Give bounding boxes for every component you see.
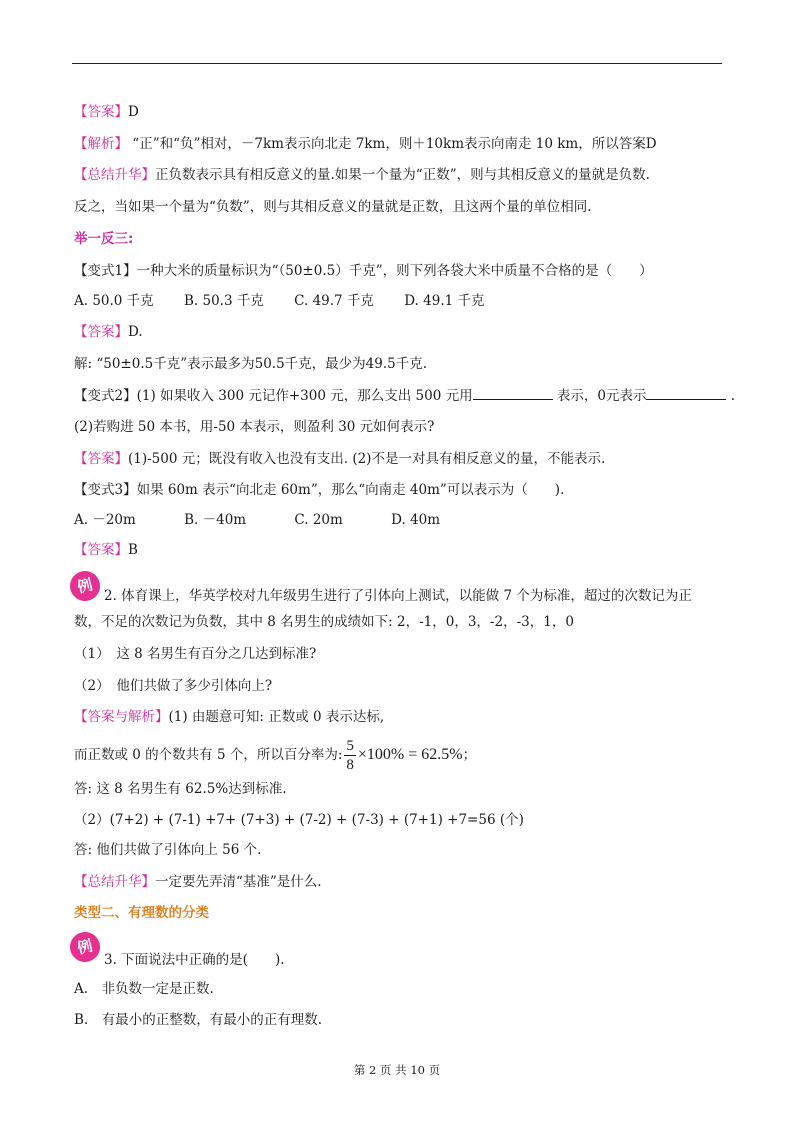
option-b: B. 50.3 千克 (183, 293, 264, 309)
answer-blank (646, 386, 726, 400)
variant1-question: 【变式1】一种大米的质量标识为“（50±0.5）千克”，则下列各袋大米中质量不合格的是（ ） (74, 263, 653, 279)
option-c: C. 20m (294, 512, 343, 528)
option-b: B. －40m (184, 512, 247, 528)
example-badge: 例 (67, 568, 103, 604)
example3-option-b: B. 有最小的正整数，有最小的正有理数. (74, 1012, 323, 1028)
example3-question: 3. 下面说法中正确的是( ). (104, 952, 285, 968)
example2-summary: 【总结升华】一定要先弄清“基准”是什么. (74, 874, 322, 890)
variant3-question: 【变式3】如果 60m 表示“向北走 60m”，那么“向南走 40m”可以表示为（ ). (74, 482, 565, 498)
option-d: D. 40m (391, 512, 441, 528)
variant3-options (74, 510, 440, 530)
option-a: A. －20m (74, 512, 136, 528)
variant1-options (74, 291, 485, 311)
variant1-solution: 解: “50±0.5千克”表示最多为50.5千克，最少为49.5千克. (74, 356, 428, 372)
example2-text-1: 2. 体育课上，华英学校对九年级男生进行了引体向上测试，以能做 7 个为标准，超过的次数记为正 (104, 588, 692, 604)
variant2-question-1: 【变式2】(1) 如果收入 300 元记作+300 元，那么支出 500 元用 表示，0元表示 . (74, 388, 736, 404)
option-d: D. 49.1 千克 (404, 293, 485, 309)
practice-heading: 举一反三: (74, 231, 134, 247)
example2-question-2: （2） 他们共做了多少引体向上? (74, 678, 273, 694)
variant2-answer: 【答案】(1)-500 元；既没有收入也没有支出. (2)不是一对具有相反意义的量，不能表示. (74, 451, 606, 467)
example2-answer-3: 答: 这 8 名男生有 62.5%达到标准. (74, 781, 287, 797)
option-a: A. 50.0 千克 (74, 293, 154, 309)
example-badge: 例 (67, 929, 103, 965)
section-heading: 类型二、有理数的分类 (74, 905, 209, 921)
answer-blank (473, 386, 553, 400)
variant3-answer: 【答案】B (74, 542, 138, 558)
example2-answer-5: 答: 他们共做了引体向上 56 个. (74, 842, 262, 858)
fraction: $\frac{5}{8}$ (346, 738, 354, 773)
answer-line: 【答案】D (74, 104, 139, 120)
example2-answer-2: 而正数或 0 的个数共有 5 个，所以百分率为: $\frac{5}{8}$ ×100% = 62.5%； (74, 738, 477, 773)
analysis-line: 【解析】 “正”和“负”相对，－7km表示向北走 7km，则＋10km表示向南走 10 km，所以答案D (74, 136, 657, 152)
variant1-answer: 【答案】D. (74, 324, 143, 340)
example2-answer-4: （2）(7+2) + (7-1) +7+ (7+3) + (7-2) + (7-3) + (7+1) +7=56 (个) (74, 812, 524, 828)
example2-answer-1: 【答案与解析】(1) 由题意可知: 正数或 0 表示达标, (74, 709, 385, 725)
header-rule (72, 63, 722, 64)
example2-question-1: （1） 这 8 名男生有百分之几达到标准? (74, 646, 317, 662)
summary-line: 【总结升华】正负数表示具有相反意义的量.如果一个量为“正数”，则与其相反意义的量就是负数. (74, 167, 650, 183)
summary-line-2: 反之，当如果一个量为“负数”，则与其相反意义的量就是正数，且这两个量的单位相同. (74, 199, 592, 215)
option-c: C. 49.7 千克 (294, 293, 374, 309)
page-footer: 第 2 页 共 10 页 (353, 1063, 441, 1077)
example3-option-a: A. 非负数一定是正数. (74, 981, 214, 997)
example2-text-2: 数，不足的次数记为负数，其中 8 名男生的成绩如下: 2，-1，0，3，-2，-3，1，0 (74, 614, 574, 630)
variant2-question-2: (2)若购进 50 本书，用-50 本表示，则盈利 30 元如何表示? (74, 419, 435, 435)
